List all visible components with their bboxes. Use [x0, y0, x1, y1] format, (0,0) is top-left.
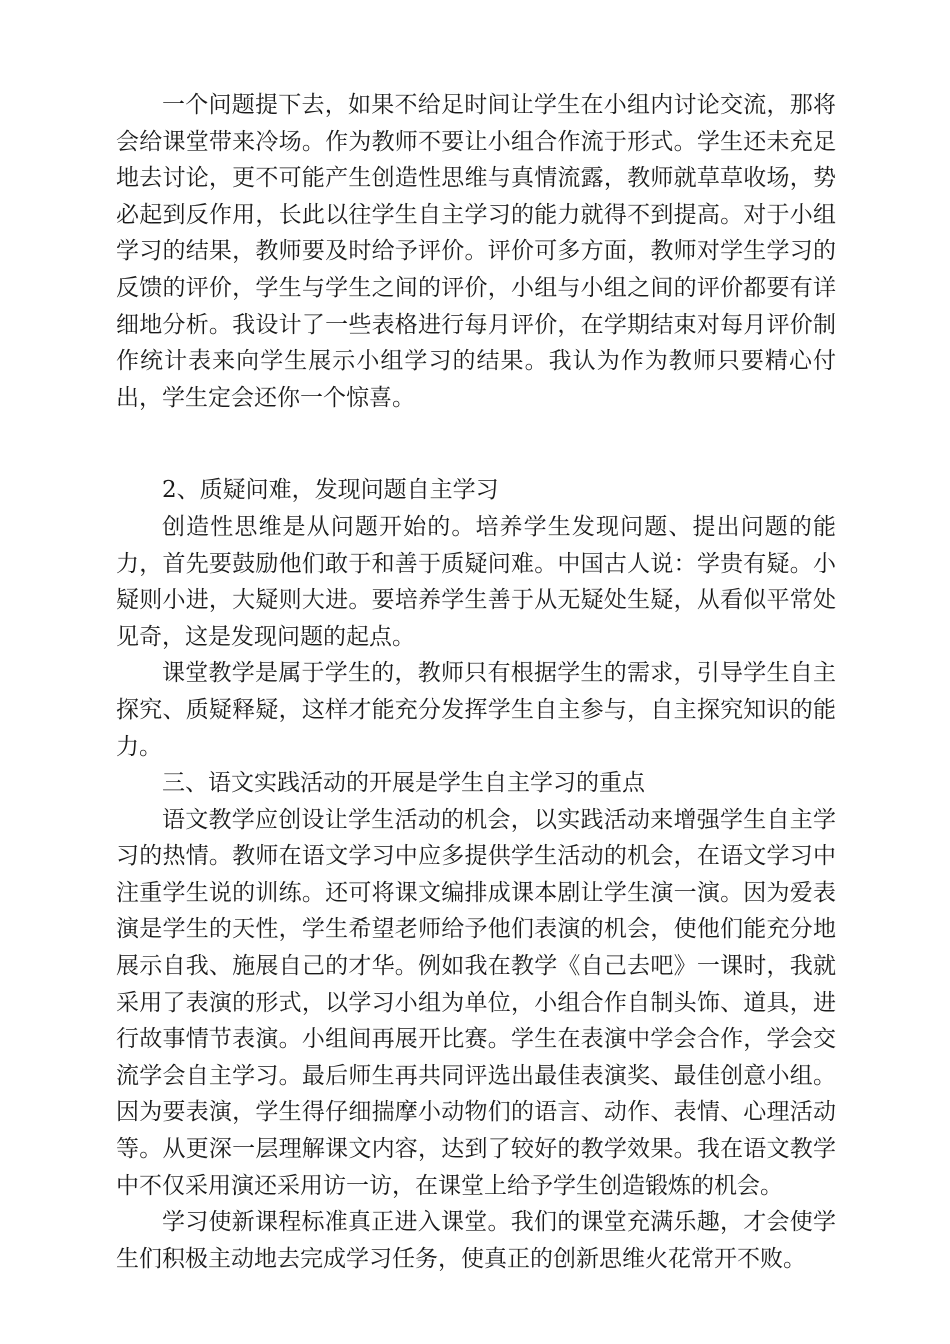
section-heading-practice-activities: 三、语文实践活动的开展是学生自主学习的重点	[162, 770, 645, 797]
document-body	[116, 87, 836, 1277]
section-heading-questioning: 2、质疑问难，发现问题自主学习	[162, 477, 499, 504]
paragraph-conclusion: 学习使新课程标准真正进入课堂。我们的课堂充满乐趣，才会使学生们积极主动地去完成学习任务，使真正的创新思维火花常开不败。	[116, 1209, 836, 1272]
paragraph-practice-activities: 语文教学应创设让学生活动的机会，以实践活动来增强学生自主学习的热情。教师在语文学习中应多提供学生活动的机会，在语文学习中注重学生说的训练。还可将课文编排成课本剧让学生演一演。因为爱表演是学生的天性，学生希望老师给予他们表演的机会，使他们能充分地展示自我、施展自己的才华。例如我在教学《自己去吧》一课时，我就采用了表演的形式，以学习小组为单位，小组合作自制头饰、道具，进行故事情节表演。小组间再展开比赛。学生在表演中学会合作，学会交流学会自主学习。最后师生再共同评选出最佳表演奖、最佳创意小组。因为要表演，学生得仔细揣摩小动物们的语言、动作、表情、心理活动等。从更深一层理解课文内容，达到了较好的教学效果。我在语文教学中不仅采用演还采用访一访，在课堂上给予学生创造锻炼的机会。	[116, 806, 836, 1199]
paragraph-creative-thinking: 创造性思维是从问题开始的。培养学生发现问题、提出问题的能力，首先要鼓励他们敢于和善于质疑问难。中国古人说：学贵有疑。小疑则小进，大疑则大进。要培养学生善于从无疑处生疑，从看似平常处见奇，这是发现问题的起点。	[116, 513, 836, 650]
section-gap	[116, 416, 836, 472]
paragraph-classroom-teaching: 课堂教学是属于学生的，教师只有根据学生的需求，引导学生自主探究、质疑释疑，这样才能充分发挥学生自主参与，自主探究知识的能力。	[116, 660, 836, 760]
paragraph-group-discussion: 一个问题提下去，如果不给足时间让学生在小组内讨论交流，那将会给课堂带来冷场。作为教师不要让小组合作流于形式。学生还未充足地去讨论，更不可能产生创造性思维与真情流露，教师就草草收场，势必起到反作用，长此以往学生自主学习的能力就得不到提高。对于小组学习的结果，教师要及时给予评价。评价可多方面，教师对学生学习的反馈的评价，学生与学生之间的评价，小组与小组之间的评价都要有详细地分析。我设计了一些表格进行每月评价，在学期结束对每月评价制作统计表来向学生展示小组学习的结果。我认为作为教师只要精心付出，学生定会还你一个惊喜。	[116, 92, 836, 411]
